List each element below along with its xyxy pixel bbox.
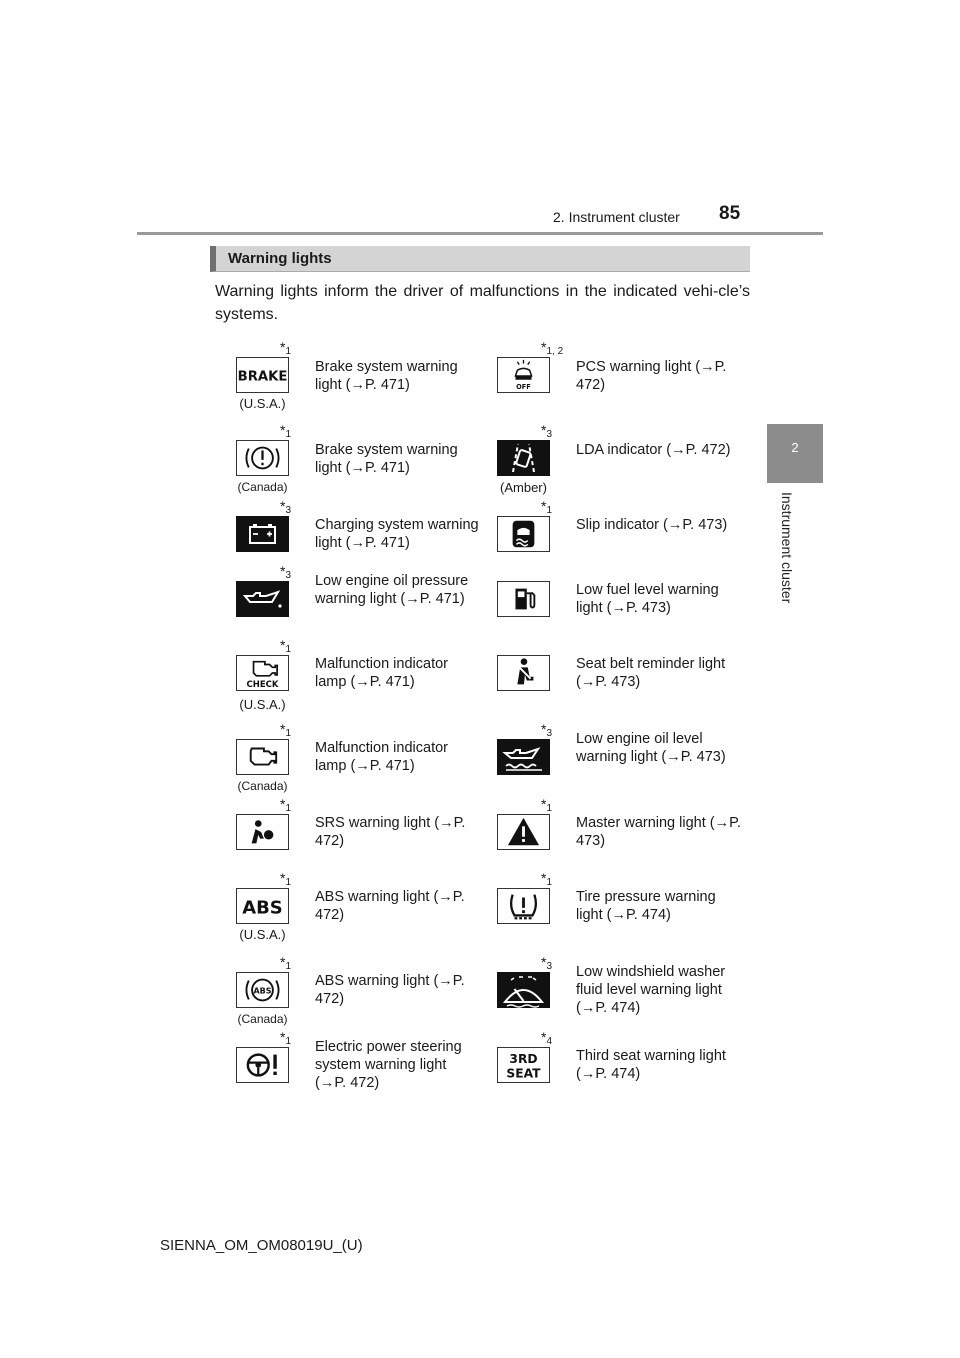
svg-text:SEAT: SEAT (506, 1066, 541, 1081)
warning-light-row (210, 563, 472, 639)
warning-light-row (471, 563, 733, 639)
footnote-asterisk: * (280, 954, 286, 970)
svg-text:ABS: ABS (242, 897, 283, 919)
footnote-marker (280, 796, 291, 814)
footnote-number: 3 (546, 961, 553, 972)
abs-circle-icon (236, 972, 289, 1008)
footnote-asterisk: * (541, 1029, 547, 1045)
warning-light-description: ABS warning light (→P. 472) (315, 973, 465, 1007)
warning-light-row (471, 721, 733, 797)
footnote-asterisk: * (541, 498, 547, 514)
footnote-asterisk: * (280, 796, 286, 812)
warning-light-row (471, 422, 733, 498)
warning-light-description: Seat belt reminder light (→P. 473) (576, 656, 726, 690)
footnote-number: 1 (285, 877, 292, 888)
section-heading-bar (210, 246, 750, 272)
footnote-number: 1 (285, 728, 292, 739)
footnote-number: 1 (285, 1036, 292, 1047)
footnote-marker (280, 563, 291, 581)
svg-text:OFF: OFF (516, 383, 531, 392)
footnote-marker (541, 339, 563, 357)
svg-text:ABS: ABS (253, 986, 272, 996)
footnote-number: 1 (285, 429, 292, 440)
oil-can-icon (236, 581, 289, 617)
footnote-asterisk: * (280, 637, 286, 653)
svg-text:CHECK: CHECK (246, 680, 279, 690)
header-section: 2. Instrument cluster (553, 209, 680, 225)
footnote-marker (280, 954, 291, 972)
warning-light-row (210, 637, 472, 713)
header-rule (137, 232, 823, 235)
warning-light-description: Low windshield washer fluid level warning light (→P. 474) (576, 964, 726, 1016)
warning-light-description: Master warning light (→P. 473) (576, 815, 741, 849)
warning-light-row (471, 339, 733, 415)
lda-lane-icon (497, 440, 550, 476)
third-seat-icon (497, 1047, 550, 1083)
footnote-asterisk: * (280, 498, 286, 514)
warning-light-row (210, 954, 472, 1030)
footnote-number: 1, 2 (546, 346, 564, 357)
footnote-number: 3 (285, 570, 292, 581)
footnote-marker (541, 422, 552, 440)
footnote-marker (280, 339, 291, 357)
page-number: 85 (719, 203, 741, 224)
warning-light-row (471, 954, 733, 1030)
warning-light-description: Brake system warning light (→P. 471) (315, 359, 458, 393)
warning-light-description: Tire pressure warning light (→P. 474) (576, 889, 716, 923)
warning-light-row (210, 339, 472, 415)
footnote-marker (280, 870, 291, 888)
footnote-asterisk: * (541, 721, 547, 737)
footnote-marker (280, 637, 291, 655)
engine-icon (236, 739, 289, 775)
region-label: (Canada) (237, 779, 288, 793)
oil-level-icon (497, 739, 550, 775)
footnote-asterisk: * (280, 721, 286, 737)
warning-light-description: Charging system warning light (→P. 471) (315, 517, 479, 551)
battery-icon (236, 516, 289, 552)
footnote-marker (541, 796, 552, 814)
footnote-number: 1 (285, 644, 292, 655)
footnote-marker (541, 498, 552, 516)
warning-light-row (210, 721, 472, 797)
footnote-asterisk: * (541, 870, 547, 886)
footnote-asterisk: * (541, 422, 547, 438)
region-label: (U.S.A.) (239, 927, 286, 942)
footnote-asterisk: * (280, 339, 286, 355)
warning-light-row (210, 422, 472, 498)
chapter-label: Instrument cluster (779, 492, 795, 604)
warning-light-description: ABS warning light (→P. 472) (315, 889, 465, 923)
footnote-asterisk: * (280, 870, 286, 886)
warning-light-description: Low fuel level warning light (→P. 473) (576, 582, 719, 616)
footnote-marker (541, 870, 552, 888)
warning-light-description: LDA indicator (→P. 472) (576, 442, 731, 458)
footnote-marker (541, 721, 552, 739)
footnote-asterisk: * (541, 339, 547, 355)
svg-text:3RD: 3RD (509, 1052, 538, 1067)
footnote-marker (541, 1029, 552, 1047)
warning-light-description: PCS warning light (→P. 472) (576, 359, 727, 393)
footnote-number: 1 (546, 505, 553, 516)
svg-text:BRAKE: BRAKE (237, 369, 288, 385)
intro-text: Warning lights inform the driver of malfunctions in the indicated vehi-cle’s systems. (215, 283, 750, 323)
warning-light-row (471, 796, 741, 872)
warning-light-row (471, 870, 733, 946)
slip-car-icon (497, 516, 550, 552)
brake-icon (236, 357, 289, 393)
warning-light-description: Brake system warning light (→P. 471) (315, 442, 458, 476)
section-title: Warning lights (228, 250, 332, 267)
footnote-number: 1 (285, 961, 292, 972)
engine-check-icon (236, 655, 289, 691)
pcs-off-icon (497, 357, 550, 393)
footnote-marker (280, 721, 291, 739)
footnote-asterisk: * (280, 1029, 286, 1045)
warning-light-row (471, 637, 733, 713)
region-label: (U.S.A.) (239, 396, 286, 411)
region-label: (Amber) (500, 480, 547, 495)
footnote-number: 1 (546, 877, 553, 888)
warning-light-row (471, 1029, 733, 1105)
footnote-marker (280, 1029, 291, 1047)
warning-light-description: Malfunction indicator lamp (→P. 471) (315, 740, 448, 774)
fuel-pump-icon (497, 581, 550, 617)
warning-light-description: Electric power steering system warning light (→P. 472) (315, 1039, 462, 1091)
chapter-tab: 2 (767, 424, 823, 483)
warning-triangle-icon (497, 814, 550, 850)
footnote-asterisk: * (541, 954, 547, 970)
region-label: (Canada) (237, 1012, 288, 1026)
footnote-asterisk: * (280, 563, 286, 579)
warning-light-description: Low engine oil pressure warning light (→P. 471) (315, 573, 469, 607)
footnote-number: 1 (285, 346, 292, 357)
warning-light-row (210, 1029, 472, 1105)
warning-light-row (210, 796, 472, 872)
footnote-asterisk: * (541, 796, 547, 812)
footnote-number: 1 (285, 803, 292, 814)
warning-light-description: Malfunction indicator lamp (→P. 471) (315, 656, 448, 690)
airbag-person-icon (236, 814, 289, 850)
steering-wheel-exclamation-icon (236, 1047, 289, 1083)
footnote-number: 3 (285, 505, 292, 516)
warning-light-description: Third seat warning light (→P. 474) (576, 1048, 726, 1082)
washer-fluid-icon (497, 972, 550, 1008)
abs-icon (236, 888, 289, 924)
footnote-number: 3 (546, 728, 553, 739)
footnote-number: 3 (546, 429, 553, 440)
footnote-marker (541, 954, 552, 972)
warning-light-description: SRS warning light (→P. 472) (315, 815, 466, 849)
document-code: SIENNA_OM_OM08019U_(U) (160, 1237, 363, 1254)
region-label: (Canada) (237, 480, 288, 494)
tire-pressure-icon (497, 888, 550, 924)
footnote-marker (280, 498, 291, 516)
region-label: (U.S.A.) (239, 697, 286, 712)
warning-light-row (210, 870, 472, 946)
warning-light-description: Slip indicator (→P. 473) (576, 517, 728, 533)
seat-belt-icon (497, 655, 550, 691)
footnote-asterisk: * (280, 422, 286, 438)
warning-light-description: Low engine oil level warning light (→P. 473) (576, 731, 726, 765)
footnote-number: 1 (546, 803, 553, 814)
brake-circle-exclamation-icon (236, 440, 289, 476)
footnote-marker (280, 422, 291, 440)
footnote-number: 4 (546, 1036, 553, 1047)
